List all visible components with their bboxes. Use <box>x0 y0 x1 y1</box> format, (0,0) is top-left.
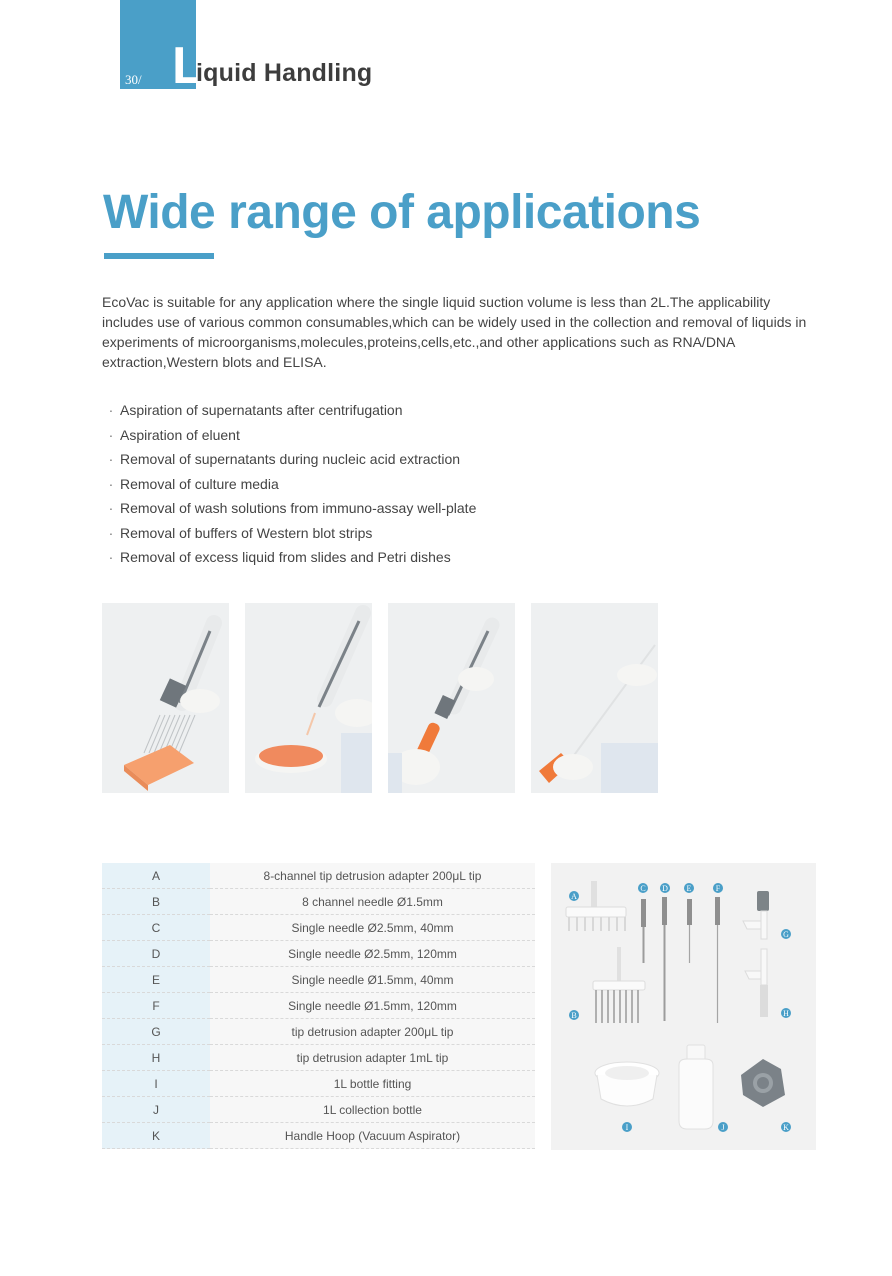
part-label-i <box>622 1122 632 1132</box>
table-row <box>102 1123 535 1149</box>
svg-text:K: K <box>783 1123 789 1132</box>
photo-tube-aspiration <box>388 603 515 793</box>
part-code: E <box>102 967 210 993</box>
part-name: 8 channel needle Ø1.5mm <box>210 889 535 915</box>
title-underline <box>104 253 214 259</box>
part-name: Single needle Ø2.5mm, 120mm <box>210 941 535 967</box>
application-item: · Removal of buffers of Western blot strips <box>102 523 476 548</box>
svg-text:F: F <box>715 884 721 893</box>
section-title: Wide range of applications <box>103 186 701 239</box>
photo-petri-dish-aspiration <box>245 603 372 793</box>
part-code: A <box>102 863 210 889</box>
bullet-icon: · <box>108 451 114 467</box>
part-name: Handle Hoop (Vacuum Aspirator) <box>210 1123 535 1149</box>
table-row <box>102 1097 535 1123</box>
part-i-image <box>595 1062 659 1106</box>
table-row <box>102 889 535 915</box>
table-row <box>102 1019 535 1045</box>
intro-paragraph: EcoVac is suitable for any application where the single liquid suction volume is less than 2L.The applicability includes use of various common consumables,which can be widely used in the collection and removal of liquids in experiments of microorganisms,molecules,proteins,cells,etc.,and other applications such as RNA/DNA extraction,Western blots and ELISA. <box>102 294 807 370</box>
svg-text:I: I <box>625 1123 629 1132</box>
part-label-h <box>781 1008 791 1018</box>
part-name: 1L collection bottle <box>210 1097 535 1123</box>
part-name: Single needle Ø1.5mm, 120mm <box>210 993 535 1019</box>
application-item: · Removal of culture media <box>102 474 476 499</box>
application-item: · Aspiration of supernatants after centrifugation <box>102 400 476 425</box>
part-name: tip detrusion adapter 200μL tip <box>210 1019 535 1045</box>
bullet-icon: · <box>108 475 114 492</box>
svg-text:A: A <box>571 892 577 901</box>
part-label-k <box>781 1122 791 1132</box>
header-title: iquid Handling <box>196 59 373 87</box>
part-name: 8-channel tip detrusion adapter 200μL tip <box>210 863 535 889</box>
application-item: · Removal of wash solutions from immuno-assay well-plate <box>102 498 476 523</box>
part-label-c <box>638 883 648 893</box>
page-number: 30/ <box>125 72 142 87</box>
svg-text:G: G <box>783 930 789 939</box>
part-label-g <box>781 929 791 939</box>
application-item: · Aspiration of eluent <box>102 425 476 450</box>
application-list <box>102 400 476 572</box>
bullet-icon: · <box>108 402 114 418</box>
table-row <box>102 863 535 889</box>
part-code: J <box>102 1097 210 1123</box>
table-row <box>102 1045 535 1071</box>
part-code: K <box>102 1123 210 1149</box>
svg-text:C: C <box>640 884 646 893</box>
parts-picture <box>551 863 816 1150</box>
bullet-icon: · <box>108 426 114 443</box>
svg-text:E: E <box>686 884 692 893</box>
bullet-icon: · <box>108 524 114 541</box>
part-code: F <box>102 993 210 1019</box>
table-row <box>102 967 535 993</box>
part-label-b <box>569 1010 579 1020</box>
part-label-d <box>660 883 670 893</box>
svg-text:D: D <box>662 884 668 893</box>
part-label-f <box>713 883 723 893</box>
header-title-initial: L <box>172 37 204 95</box>
table-row <box>102 941 535 967</box>
parts-table <box>102 863 535 1149</box>
part-label-a <box>569 891 579 901</box>
application-item: · Removal of supernatants during nucleic acid extraction <box>102 449 476 474</box>
part-code: I <box>102 1071 210 1097</box>
part-label-j <box>718 1122 728 1132</box>
part-code: C <box>102 915 210 941</box>
part-label-e <box>684 883 694 893</box>
part-name: 1L bottle fitting <box>210 1071 535 1097</box>
bullet-icon: · <box>108 549 114 565</box>
part-code: D <box>102 941 210 967</box>
part-code: H <box>102 1045 210 1071</box>
part-name: tip detrusion adapter 1mL tip <box>210 1045 535 1071</box>
application-item: · Removal of excess liquid from slides and Petri dishes <box>102 547 476 572</box>
part-code: B <box>102 889 210 915</box>
photo-well-plate-aspiration <box>102 603 229 793</box>
part-code: G <box>102 1019 210 1045</box>
bullet-icon: · <box>108 500 114 516</box>
svg-text:B: B <box>571 1011 577 1020</box>
svg-text:J: J <box>721 1123 725 1132</box>
table-row <box>102 1071 535 1097</box>
part-name: Single needle Ø1.5mm, 40mm <box>210 967 535 993</box>
table-row <box>102 915 535 941</box>
photo-slide-aspiration <box>531 603 658 793</box>
part-name: Single needle Ø2.5mm, 40mm <box>210 915 535 941</box>
svg-text:H: H <box>783 1009 789 1018</box>
table-row <box>102 993 535 1019</box>
